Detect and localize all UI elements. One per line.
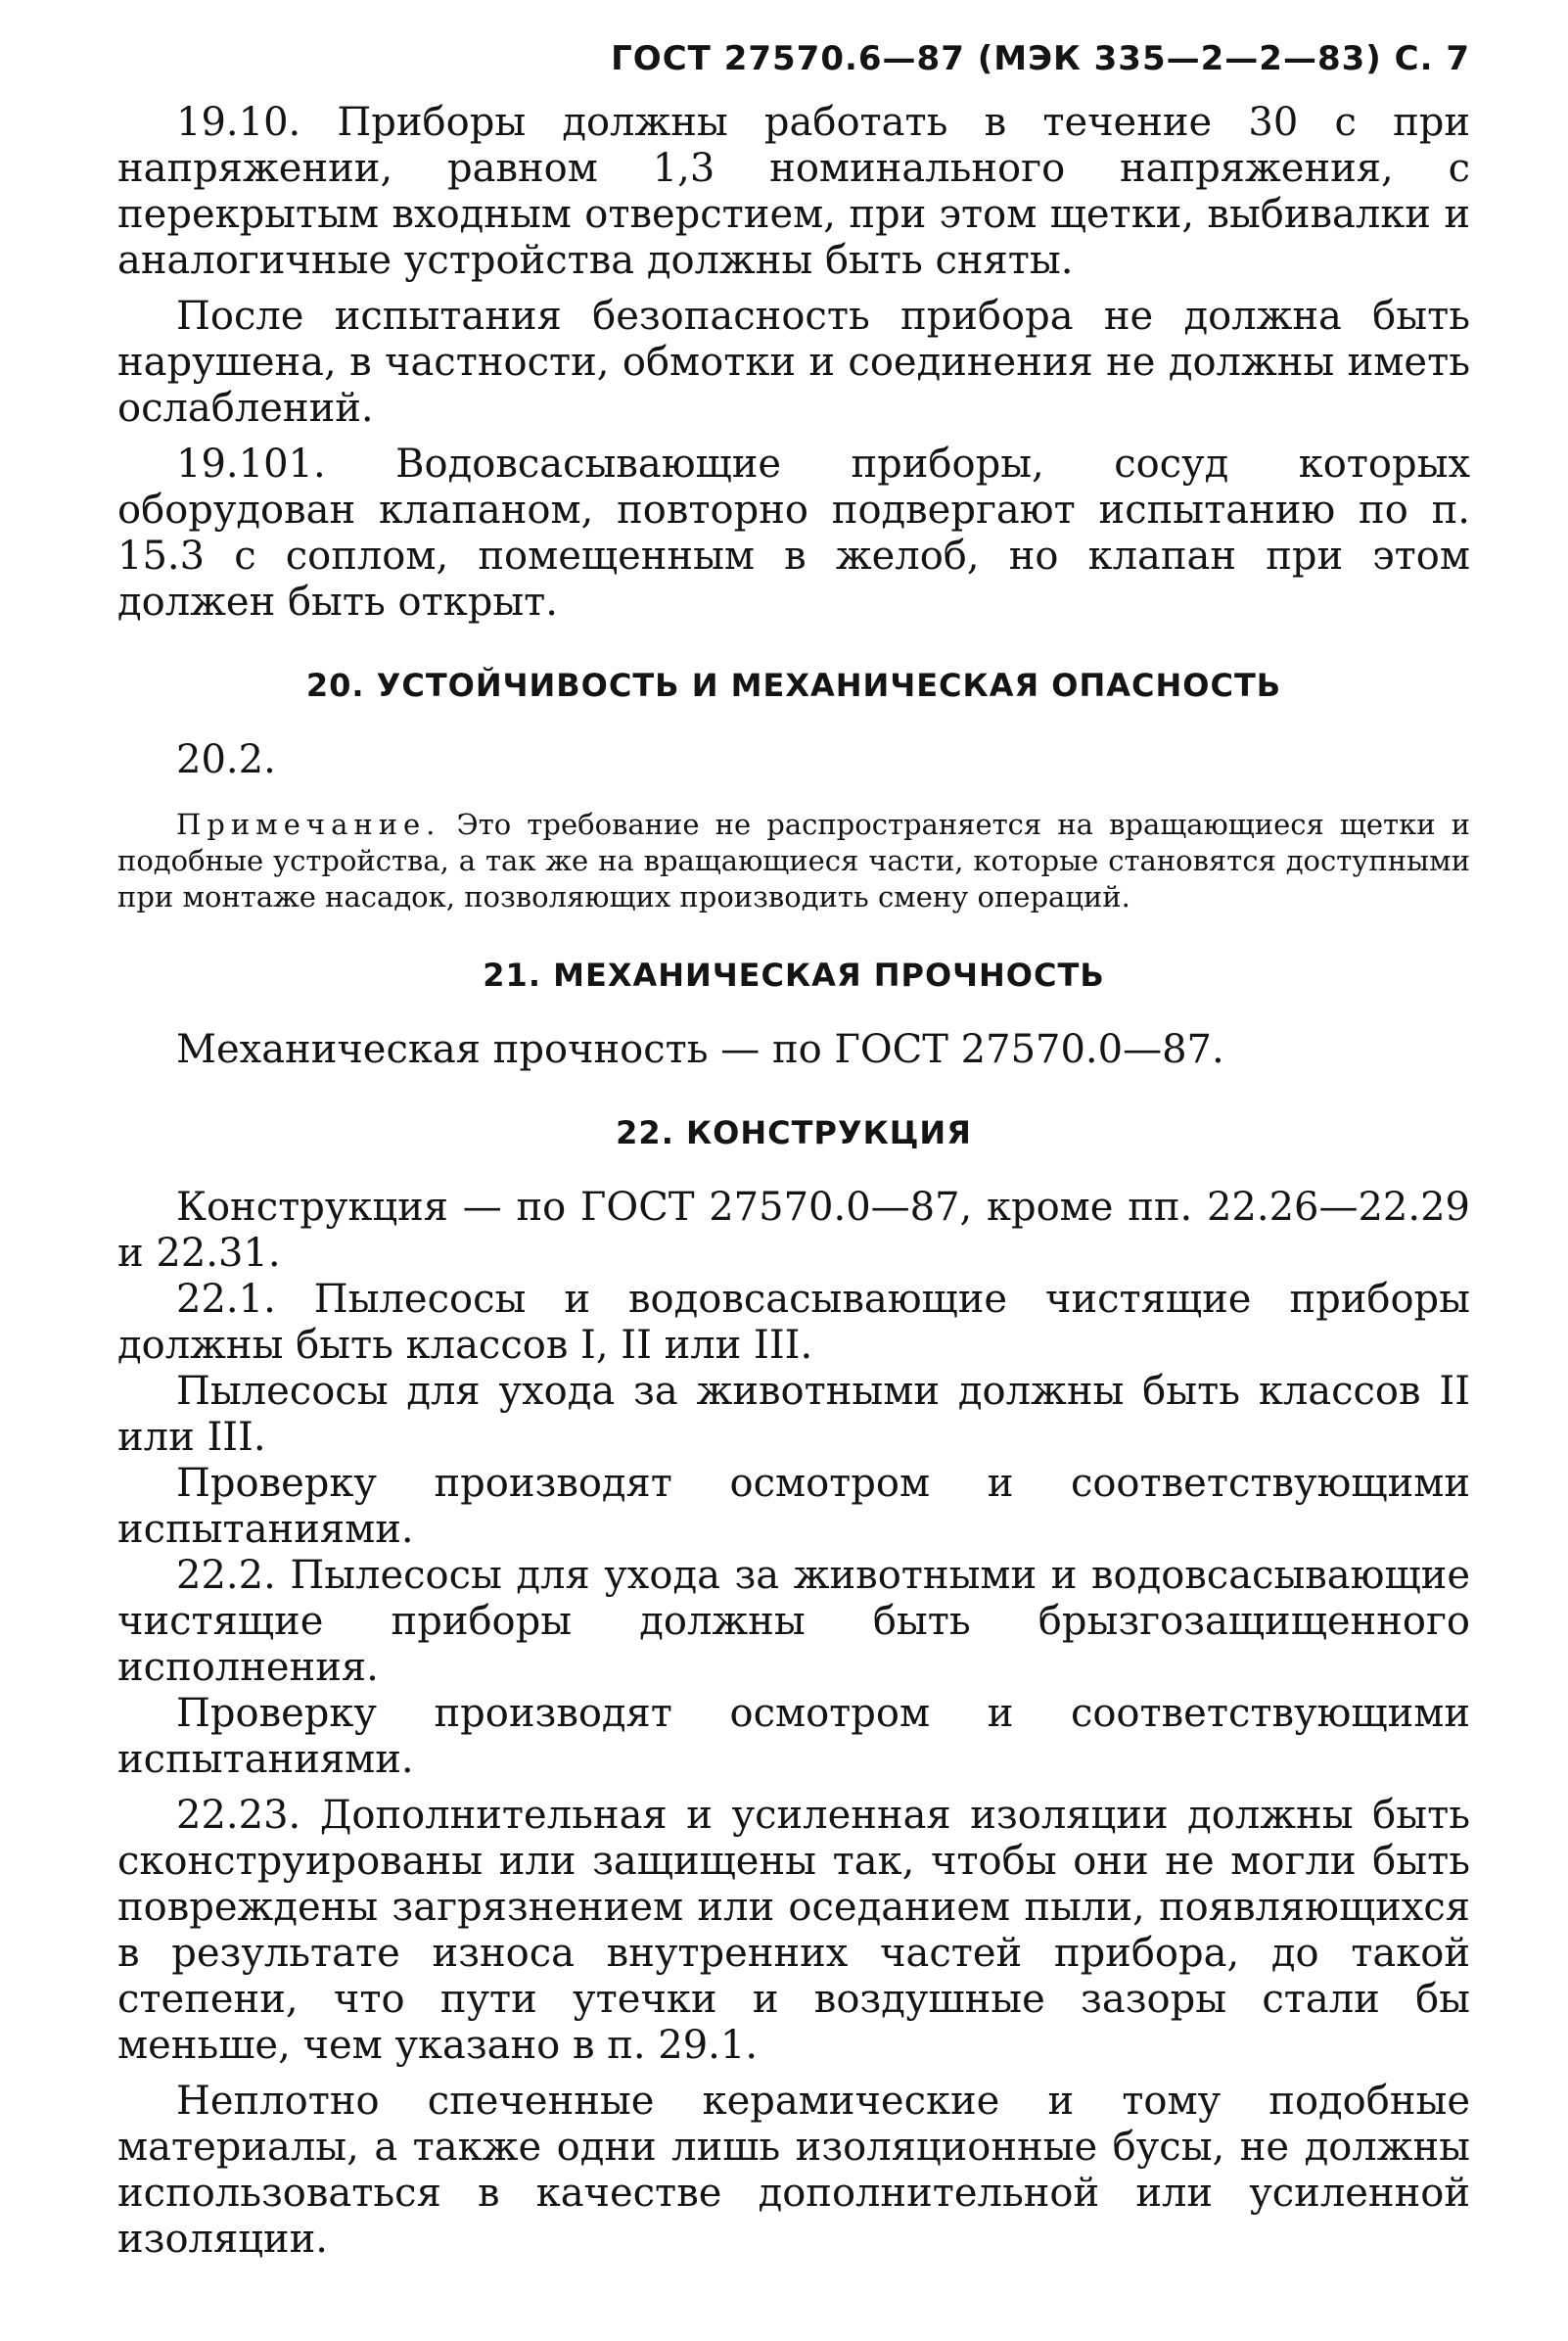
clause-22-1: 22.1. Пылесосы и водовсасывающие чистящие приборы должны быть классов I, II или III. [117,1277,1470,1368]
clause-22-2-check: Проверку производят осмотром и соответствующими испытаниями. [117,1691,1470,1782]
note-label: Примечание. [176,808,441,841]
document-page [117,39,1470,2263]
clause-19-10-result: После испытания безопасность прибора не должна быть нарушена, в частности, обмотки и соединения не должны иметь ослаблений. [117,294,1470,431]
clause-22-23-materials: Неплотно спеченные керамические и тому подобные материалы, а также одни лишь изоляционные бусы, не должны использоваться в качестве дополнительной или усиленной изоляции. [117,2079,1470,2262]
running-header: ГОСТ 27570.6—87 (МЭК 335—2—2—83) С. 7 [611,39,1470,78]
clause-19-10: 19.10. Приборы должны работать в течение 30 с при напряжении, равном 1,3 номинального напряжения, с перекрытым входным отверстием, при этом щетки, выбивалки и аналогичные устройства должны быть сняты. [117,100,1470,283]
section-22-heading: 22. КОНСТРУКЦИЯ [616,1114,972,1151]
clause-22-1-check: Проверку производят осмотром и соответствующими испытаниями. [117,1461,1470,1552]
section-20-heading: 20. УСТОЙЧИВОСТЬ И МЕХАНИЧЕСКАЯ ОПАСНОСТЬ [305,667,1282,704]
note-20-2 [117,807,1470,915]
clause-22-2: 22.2. Пылесосы для ухода за животными и водовсасывающие чистящие приборы должны быть брызгозащищенного исполнения. [117,1553,1470,1690]
clause-19-101: 19.101. Водовсасывающие приборы, сосуд которых оборудован клапаном, повторно подвергают испытанию по п. 15.3 с соплом, помещенным в желоб, но клапан при этом должен быть открыт. [117,442,1470,625]
note-text: Это требование не распространяется на вращающиеся щетки и подобные устройства, а так же на вращающиеся части, которые становятся доступными при монтаже насадок, позволяющих производить смену операций. [117,808,1470,913]
section-22-intro: Конструкция — по ГОСТ 27570.0—87, кроме пп. 22.26—22.29 и 22.31. [117,1185,1470,1276]
section-21-text: Механическая прочность — по ГОСТ 27570.0—87. [176,1027,1224,1072]
clause-22-23: 22.23. Дополнительная и усиленная изоляции должны быть сконструированы или защищены так, чтобы они не могли быть повреждены загрязнением или оседанием пыли, появляющихся в результате износа внутренних частей прибора, до такой степени, что пути утечки и воздушные зазоры стали бы меньше, чем указано в п. 29.1. [117,1793,1470,2068]
clause-20-2: 20.2. [176,737,276,782]
clause-22-1-animal: Пылесосы для ухода за животными должны быть классов II или III. [117,1369,1470,1460]
section-21-heading: 21. МЕХАНИЧЕСКАЯ ПРОЧНОСТЬ [483,957,1105,994]
